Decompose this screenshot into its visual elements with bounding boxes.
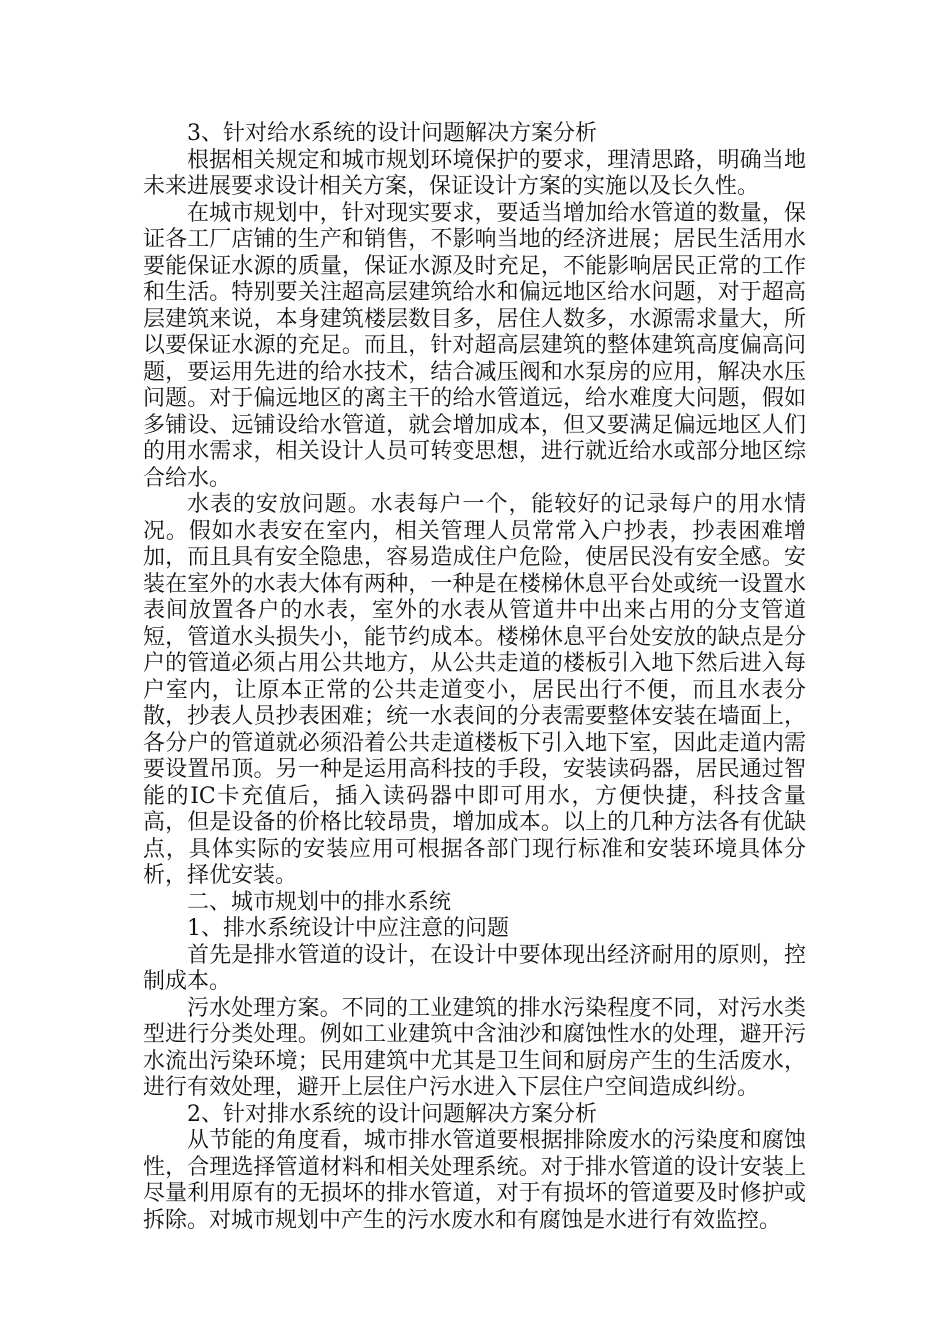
document-page [143,121,806,1234]
paragraph-water-meter-placement: 水表的安放问题。水表每户一个，能较好的记录每户的用水情况。假如水表安在室内，相关管理人员常常入户抄表，抄表困难增加，而且具有安全隐患，容易造成住户危险，使居民没有安全感。安装在室外的水表大体有两种，一种是在楼梯休息平台处或统一设置水表间放置各户的水表，室外的水表从管道井中出来占用的分支管道短，管道水头损失小，能节约成本。楼梯休息平台处安放的缺点是分户的管道必须占用公共地方，从公共走道的楼板引入地下然后进入每户室内，让原本正常的公共走道变小，居民出行不便，而且水表分散，抄表人员抄表困难；统一水表间的分表需要整体安装在墙面上，各分户的管道就必须沿着公共走道楼板下引入地下室，因此走道内需要设置吊顶。另一种是运用高科技的手段，安装读码器，居民通过智能的IC卡充值后，插入读码器中即可用水，方便快捷，科技含量高，但是设备的价格比较昂贵，增加成本。以上的几种方法各有优缺点，具体实际的安装应用可根据各部门现行标准和安装环境具体分析，择优安装。 [143,492,806,888]
paragraph-energy-saving-drainage: 从节能的角度看，城市排水管道要根据排除废水的污染度和腐蚀性，合理选择管道材料和相关处理系统。对于排水管道的设计安装上尽量利用原有的无损坏的排水管道，对于有损坏的管道要及时修护或拆除。对城市规划中产生的污水废水和有腐蚀是水进行有效监控。 [143,1128,806,1233]
section-heading-drainage-system: 二、城市规划中的排水系统 [187,889,452,915]
section-heading-drainage-solutions: 2、针对排水系统的设计问题解决方案分析 [187,1101,597,1127]
paragraph-water-supply-planning: 在城市规划中，针对现实要求，要适当增加给水管道的数量，保证各工厂店铺的生产和销售，不影响当地的经济进展；居民生活用水要能保证水源的质量，保证水源及时充足，不能影响居民正常的工作和生活。特别要关注超高层建筑给水和偏远地区给水问题，对于超高层建筑来说，本身建筑楼层数目多，居住人数多，水源需求量大，所以要保证水源的充足。而且，针对超高层建筑的整体建筑高度偏高问题，要运用先进的给水技术，结合减压阀和水泵房的应用，解决水压问题。对于偏远地区的离主干的给水管道远，给水难度大问题，假如多铺设、远铺设给水管道，就会增加成本，但又要满足偏远地区人们的用水需求，相关设计人员可转变思想，进行就近给水或部分地区综合给水。 [143,200,806,491]
paragraph-planning-requirements: 根据相关规定和城市规划环境保护的要求，理清思路，明确当地未来进展要求设计相关方案，保证设计方案的实施以及长久性。 [143,147,806,199]
paragraph-sewage-treatment: 污水处理方案。不同的工业建筑的排水污染程度不同，对污水类型进行分类处理。例如工业建筑中含油沙和腐蚀性水的处理，避开污水流出污染环境；民用建筑中尤其是卫生间和厨房产生的生活废水，进行有效处理，避开上层住户污水进入下层住户空间造成纠纷。 [143,995,806,1100]
paragraph-drainage-pipe-design: 首先是排水管道的设计，在设计中要体现出经济耐用的原则，控制成本。 [143,942,806,994]
section-heading-water-supply-solutions: 3、针对给水系统的设计问题解决方案分析 [187,121,597,146]
section-heading-drainage-issues: 1、排水系统设计中应注意的问题 [187,916,509,941]
